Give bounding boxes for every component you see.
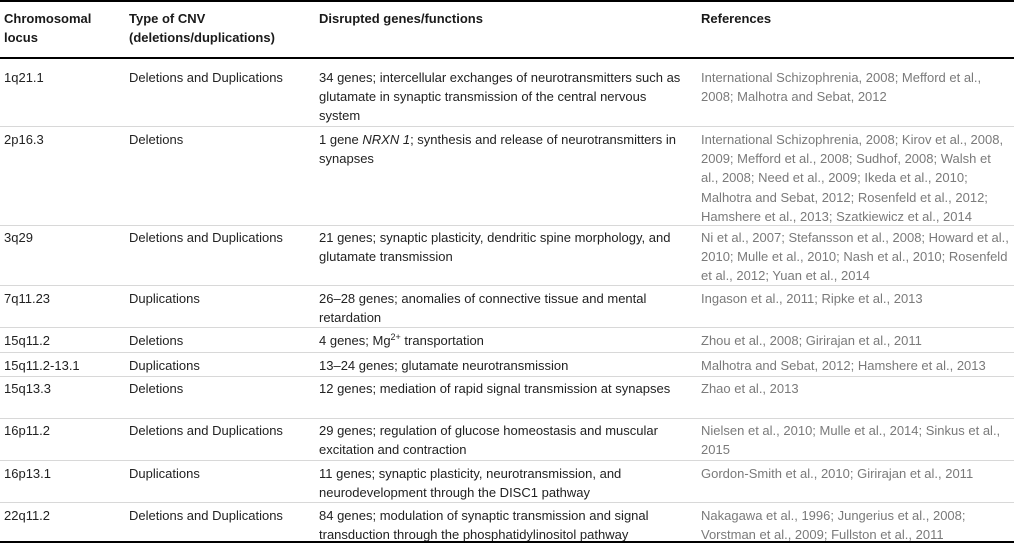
cell-cnv-type: Duplications: [129, 466, 200, 481]
cell-genes: [319, 331, 689, 350]
cell-genes: 34 genes; intercellular exchanges of neurotransmitters such as glutamate in synaptic transmission of the central nervous system: [319, 70, 681, 124]
cell-cnv-type: Duplications: [129, 358, 200, 373]
cell-references: Zhou et al., 2008; Girirajan et al., 2011: [701, 333, 922, 348]
cell-locus: 16p13.1: [4, 466, 51, 481]
cell-cnv-type: Deletions and Duplications: [129, 508, 283, 523]
header-rule: [0, 57, 1014, 59]
cell-cnv-type: Duplications: [129, 291, 200, 306]
cell-locus: 2p16.3: [4, 132, 44, 147]
cell-genes: 11 genes; synaptic plasticity, neurotransmission, and neurodevelopment through the DISC1 pathway: [319, 466, 622, 501]
row-divider: [0, 225, 1014, 226]
genes-text: transportation: [400, 333, 484, 348]
cell-cnv-type: Deletions and Duplications: [129, 230, 283, 245]
header-cnv-type: Type of CNV (deletions/duplications): [129, 11, 275, 45]
cell-references: Ni et al., 2007; Stefansson et al., 2008; Howard et al., 2010; Mulle et al., 2010; Nash et al., 2010; Rosenfeld et al., 2012; Yuan et al., 2014: [701, 230, 1009, 284]
row-divider: [0, 327, 1014, 328]
cell-cnv-type: Deletions: [129, 132, 184, 147]
cell-cnv-type: Deletions and Duplications: [129, 70, 283, 85]
row-divider: [0, 126, 1014, 127]
cell-references: International Schizophrenia, 2008; Kirov et al., 2008, 2009; Mefford et al., 2008; Sudhof, 2008; Walsh et al., 2008; Need et al., 2009; Ikeda et al., 2010; Malhotra and Sebat, 2012; Rosenfeld et al., 2012; Hamshere et al., 2013; Szatkiewicz et al., 2014: [701, 132, 1004, 224]
cell-references: International Schizophrenia, 2008; Mefford et al., 2008; Malhotra and Sebat, 2012: [701, 70, 982, 105]
cell-locus: 15q13.3: [4, 381, 51, 396]
cell-genes: 29 genes; regulation of glucose homeostasis and muscular excitation and contraction: [319, 423, 658, 458]
genes-text: 1 gene: [319, 132, 363, 147]
cell-references: Malhotra and Sebat, 2012; Hamshere et al., 2013: [701, 358, 986, 373]
table-top-rule: [0, 0, 1014, 2]
cell-locus: 7q11.23: [4, 291, 51, 306]
genes-text: ; synthesis and release of neurotransmitters in synapses: [319, 132, 676, 167]
row-divider: [0, 376, 1014, 377]
cell-locus: 15q11.2-13.1: [4, 358, 80, 373]
cell-genes: 26–28 genes; anomalies of connective tissue and mental retardation: [319, 291, 647, 326]
cell-genes: 84 genes; modulation of synaptic transmission and signal transduction through the phosphatidylinositol pathway: [319, 508, 649, 543]
cell-references: Nielsen et al., 2010; Mulle et al., 2014; Sinkus et al., 2015: [701, 423, 1001, 458]
cell-cnv-type: Deletions and Duplications: [129, 423, 283, 438]
cell-references: Nakagawa et al., 1996; Jungerius et al., 2008; Vorstman et al., 2009; Fullston et al., 2011: [701, 508, 966, 543]
header-references: References: [701, 11, 772, 26]
cell-locus: 16p11.2: [4, 423, 51, 438]
cell-genes: [319, 130, 689, 168]
superscript: 2+: [390, 332, 401, 342]
header-locus: Chromosomal locus: [4, 11, 92, 45]
cell-cnv-type: Deletions: [129, 333, 184, 348]
cell-locus: 3q29: [4, 230, 33, 245]
gene-name: NRXN 1: [362, 132, 411, 147]
cell-cnv-type: Deletions: [129, 381, 184, 396]
cell-genes: 13–24 genes; glutamate neurotransmission: [319, 358, 569, 373]
cell-genes: 21 genes; synaptic plasticity, dendritic spine morphology, and glutamate transmission: [319, 230, 671, 265]
cell-references: Gordon-Smith et al., 2010; Girirajan et al., 2011: [701, 466, 974, 481]
genes-text: 4 genes; Mg: [319, 333, 391, 348]
cell-references: Ingason et al., 2011; Ripke et al., 2013: [701, 291, 923, 306]
header-disrupted-genes: Disrupted genes/functions: [319, 11, 483, 26]
row-divider: [0, 460, 1014, 461]
row-divider: [0, 352, 1014, 353]
cell-locus: 1q21.1: [4, 70, 44, 85]
row-divider: [0, 502, 1014, 503]
row-divider: [0, 285, 1014, 286]
cell-references: Zhao et al., 2013: [701, 381, 799, 396]
cell-locus: 15q11.2: [4, 333, 51, 348]
cell-locus: 22q11.2: [4, 508, 51, 523]
row-divider: [0, 418, 1014, 419]
cell-genes: 12 genes; mediation of rapid signal transmission at synapses: [319, 381, 671, 396]
